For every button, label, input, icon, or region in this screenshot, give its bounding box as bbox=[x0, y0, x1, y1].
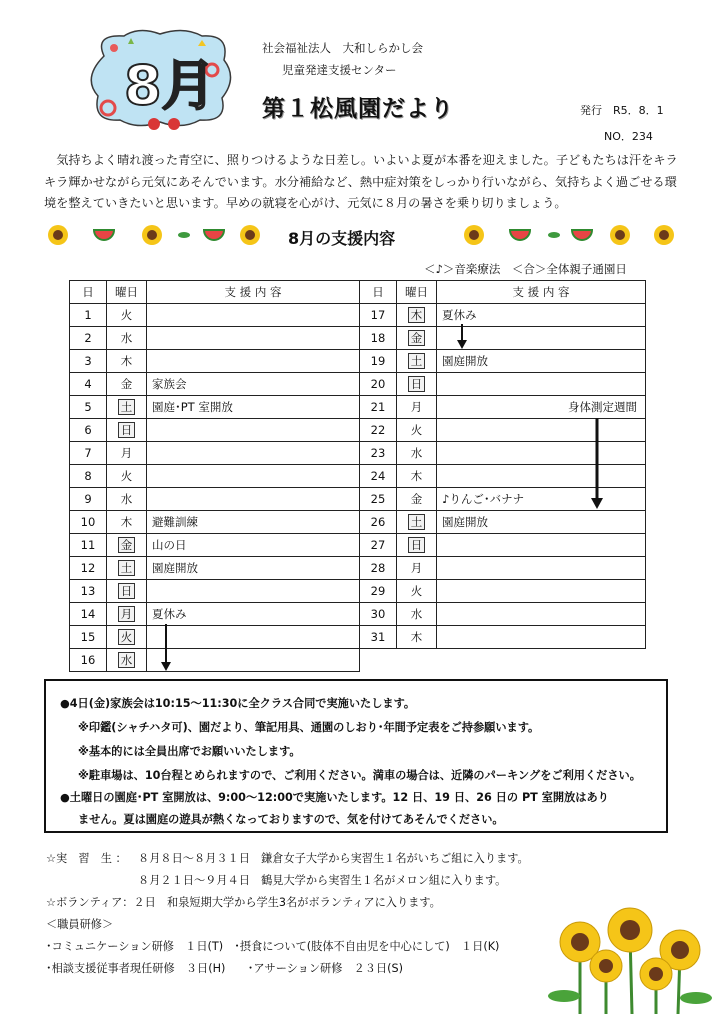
content-cell bbox=[147, 304, 360, 327]
training-title: ＜職員研修＞ bbox=[46, 918, 114, 931]
content-cell bbox=[437, 373, 646, 396]
table-row bbox=[70, 373, 360, 396]
content-cell bbox=[437, 557, 646, 580]
training-line: ･相談支援従事者現任研修 ３日(H) ･アサーション研修 ２３日(S) bbox=[46, 962, 403, 975]
down-arrow-icon bbox=[590, 418, 604, 510]
table-row bbox=[360, 511, 646, 534]
content-cell bbox=[147, 488, 360, 511]
table-row bbox=[70, 304, 360, 327]
notice-box bbox=[44, 679, 668, 833]
day-cell: 22 bbox=[360, 419, 397, 442]
day-cell: 6 bbox=[70, 419, 107, 442]
watermelon-icon bbox=[510, 230, 530, 240]
day-cell: 26 bbox=[360, 511, 397, 534]
weekday-label: 月 bbox=[410, 400, 423, 414]
day-cell: 15 bbox=[70, 626, 107, 649]
content-cell bbox=[147, 580, 360, 603]
weekday-label: 火 bbox=[410, 423, 423, 437]
weekday-cell bbox=[397, 488, 437, 511]
weekday-label: 木 bbox=[120, 515, 133, 529]
day-cell: 1 bbox=[70, 304, 107, 327]
table-row bbox=[70, 350, 360, 373]
weekday-label: 土 bbox=[118, 560, 136, 576]
weekday-cell bbox=[107, 304, 147, 327]
notice-line: ※駐車場は、10台程とめられますので、ご利用ください。満車の場合は、近隣のパーキングをご利用ください。 bbox=[78, 769, 641, 782]
table-row bbox=[70, 488, 360, 511]
weekday-cell bbox=[107, 557, 147, 580]
table-row bbox=[360, 603, 646, 626]
weekday-cell bbox=[107, 534, 147, 557]
day-cell: 31 bbox=[360, 626, 397, 649]
notice-line: ●土曜日の園庭･PT 室開放は、9:00～12:00で実施いたします。12 日、19 日、26 日の PT 室開放はあり bbox=[60, 791, 609, 804]
day-cell: 17 bbox=[360, 304, 397, 327]
leaf-icon bbox=[178, 232, 190, 238]
header-content: 支 援 内 容 bbox=[437, 281, 646, 304]
sunflower-icon bbox=[608, 908, 652, 952]
day-cell: 18 bbox=[360, 327, 397, 350]
table-row bbox=[70, 442, 360, 465]
day-cell: 14 bbox=[70, 603, 107, 626]
content-cell bbox=[437, 442, 646, 465]
content-cell: 園庭開放 bbox=[437, 511, 646, 534]
weekday-cell bbox=[107, 419, 147, 442]
weekday-cell bbox=[107, 488, 147, 511]
table-row bbox=[360, 626, 646, 649]
watermelon-icon bbox=[204, 230, 224, 240]
section-title: 8月の支援内容 bbox=[288, 229, 396, 248]
header-weekday: 曜日 bbox=[107, 281, 147, 304]
weekday-label: 木 bbox=[410, 469, 423, 483]
content-cell bbox=[147, 419, 360, 442]
content-cell: ♪りんご･バナナ bbox=[437, 488, 646, 511]
table-row bbox=[70, 327, 360, 350]
center-name: 児童発達支援センター bbox=[282, 63, 397, 77]
table-row bbox=[70, 580, 360, 603]
sunflower-icon bbox=[654, 225, 674, 245]
weekday-label: 日 bbox=[118, 583, 136, 599]
weekday-cell bbox=[397, 396, 437, 419]
weekday-label: 金 bbox=[410, 492, 423, 506]
content-cell bbox=[147, 327, 360, 350]
sunflower-icon bbox=[48, 225, 68, 245]
day-cell: 30 bbox=[360, 603, 397, 626]
down-arrow-icon bbox=[160, 624, 172, 672]
day-cell: 19 bbox=[360, 350, 397, 373]
table-row bbox=[70, 511, 360, 534]
content-cell: 山の日 bbox=[147, 534, 360, 557]
day-cell: 27 bbox=[360, 534, 397, 557]
content-cell: 夏休み bbox=[147, 603, 360, 626]
day-cell: 25 bbox=[360, 488, 397, 511]
header-weekday: 曜日 bbox=[397, 281, 437, 304]
sunflower-icon bbox=[142, 225, 162, 245]
content-cell: 園庭開放 bbox=[147, 557, 360, 580]
intern-label: ☆実 習 生 ： bbox=[46, 852, 127, 865]
content-cell: 園庭･PT 室開放 bbox=[147, 396, 360, 419]
weekday-cell bbox=[397, 465, 437, 488]
table-row bbox=[360, 350, 646, 373]
day-cell: 10 bbox=[70, 511, 107, 534]
weekday-cell bbox=[397, 304, 437, 327]
weekday-label: 月 bbox=[120, 446, 133, 460]
table-row bbox=[360, 327, 646, 350]
weekday-label: 火 bbox=[118, 629, 136, 645]
weekday-cell bbox=[397, 626, 437, 649]
intern-line: ８月８日～８月３１日 鎌倉女子大学から実習生１名がいちご組に入ります。 bbox=[138, 852, 529, 865]
day-cell: 13 bbox=[70, 580, 107, 603]
header-day: 日 bbox=[70, 281, 107, 304]
day-cell: 29 bbox=[360, 580, 397, 603]
weekday-label: 土 bbox=[118, 399, 136, 415]
weekday-label: 木 bbox=[120, 354, 133, 368]
content-cell bbox=[147, 350, 360, 373]
weekday-cell bbox=[107, 327, 147, 350]
table-row bbox=[70, 419, 360, 442]
table-row bbox=[70, 649, 360, 672]
table-row bbox=[70, 626, 360, 649]
weekday-cell bbox=[397, 534, 437, 557]
day-cell: 16 bbox=[70, 649, 107, 672]
weekday-cell bbox=[397, 442, 437, 465]
weekday-cell bbox=[107, 465, 147, 488]
content-cell bbox=[147, 626, 360, 649]
weekday-cell bbox=[107, 396, 147, 419]
day-cell: 3 bbox=[70, 350, 107, 373]
weekday-cell bbox=[397, 419, 437, 442]
notice-line: ※基本的には全員出席でお願いいたします。 bbox=[78, 745, 301, 758]
notice-line: ※印鑑(シャチハタ可)、園だより、筆記用具、通園のしおり･年間予定表をご持参願います。 bbox=[78, 721, 540, 734]
day-cell: 23 bbox=[360, 442, 397, 465]
legend: ＜♪＞音楽療法 ＜合＞全体親子通園日 bbox=[424, 262, 627, 276]
content-cell: 家族会 bbox=[147, 373, 360, 396]
sunflower-icon bbox=[610, 225, 630, 245]
content-cell bbox=[437, 626, 646, 649]
issue-date: 発行 R5．8．1 bbox=[580, 104, 664, 117]
day-cell: 4 bbox=[70, 373, 107, 396]
weekday-label: 火 bbox=[410, 584, 423, 598]
sunflower-icon bbox=[240, 225, 260, 245]
day-cell: 12 bbox=[70, 557, 107, 580]
table-row bbox=[360, 396, 646, 419]
table-row bbox=[70, 465, 360, 488]
notice-line: ●4日(金)家族会は10:15～11:30に全クラス合同で実施いたします。 bbox=[60, 697, 416, 710]
weekday-cell bbox=[107, 626, 147, 649]
sunflower-watermelon-decoration-right bbox=[450, 222, 686, 248]
table-row bbox=[360, 534, 646, 557]
day-cell: 20 bbox=[360, 373, 397, 396]
content-cell: 避難訓練 bbox=[147, 511, 360, 534]
table-row bbox=[70, 534, 360, 557]
content-cell bbox=[147, 649, 360, 672]
weekday-label: 日 bbox=[408, 537, 426, 553]
day-cell: 21 bbox=[360, 396, 397, 419]
content-cell bbox=[437, 419, 646, 442]
day-cell: 7 bbox=[70, 442, 107, 465]
weekday-label: 金 bbox=[120, 377, 133, 391]
weekday-cell bbox=[107, 442, 147, 465]
weekday-cell bbox=[107, 580, 147, 603]
weekday-cell bbox=[397, 350, 437, 373]
weekday-label: 木 bbox=[410, 630, 423, 644]
notice-line: ません。夏は園庭の遊具が熱くなっておりますので、気を付けてあそんでください。 bbox=[78, 813, 504, 826]
weekday-cell bbox=[397, 373, 437, 396]
content-cell bbox=[147, 442, 360, 465]
weekday-label: 水 bbox=[118, 652, 136, 668]
month-badge bbox=[84, 26, 236, 130]
weekday-label: 金 bbox=[408, 330, 426, 346]
down-arrow-icon bbox=[456, 324, 468, 350]
header-content: 支 援 内 容 bbox=[147, 281, 360, 304]
table-row bbox=[70, 603, 360, 626]
header-day: 日 bbox=[360, 281, 397, 304]
weekday-label: 水 bbox=[410, 446, 423, 460]
table-row bbox=[360, 304, 646, 327]
weekday-cell bbox=[107, 649, 147, 672]
sunflower-icon bbox=[590, 950, 622, 982]
issue-number: NO．234 bbox=[604, 130, 653, 143]
day-cell: 9 bbox=[70, 488, 107, 511]
intern-line: ８月２１日～９月４日 鶴見大学から実習生１名がメロン組に入ります。 bbox=[138, 874, 507, 887]
watermelon-icon bbox=[572, 230, 592, 240]
sunflower-icon bbox=[464, 225, 484, 245]
day-cell: 24 bbox=[360, 465, 397, 488]
volunteer-line: ☆ボランティア：２日 和泉短期大学から学生3名がボランティアに入ります。 bbox=[46, 896, 441, 909]
weekday-label: 月 bbox=[118, 606, 136, 622]
newsletter-title: 第１松風園だより bbox=[262, 95, 454, 122]
content-cell bbox=[147, 465, 360, 488]
weekday-cell bbox=[397, 557, 437, 580]
intro-text: 気持ちよく晴れ渡った青空に、照りつけるような日差し。いよいよ夏が本番を迎えました。子どもたちは汗をキラキラ輝かせながら元気にあそんでいます。水分補給など、熱中症対策をしっかり行いながら、気持ちよく過ごせる環境を整えていきたいと思います。早めの就寝を心がけ、元気に８月の暑さを乗り切りましょう。 bbox=[44, 153, 678, 210]
table-row bbox=[360, 373, 646, 396]
weekday-cell bbox=[107, 350, 147, 373]
weekday-cell bbox=[397, 511, 437, 534]
weekday-label: 土 bbox=[408, 353, 426, 369]
weekday-cell bbox=[397, 327, 437, 350]
table-row bbox=[360, 580, 646, 603]
sunflower-icon bbox=[640, 958, 672, 990]
day-cell: 28 bbox=[360, 557, 397, 580]
training-line: ･コミュニケーション研修 １日(T) ･摂食について(肢体不自由児を中心にして) １日(K) bbox=[46, 940, 500, 953]
content-cell: 夏休み bbox=[437, 304, 646, 327]
weekday-label: 金 bbox=[118, 537, 136, 553]
day-cell: 2 bbox=[70, 327, 107, 350]
watermelon-icon bbox=[94, 230, 114, 240]
content-cell bbox=[437, 465, 646, 488]
day-cell: 5 bbox=[70, 396, 107, 419]
org-name: 社会福祉法人 大和しらかし会 bbox=[262, 41, 423, 55]
day-cell: 8 bbox=[70, 465, 107, 488]
weekday-cell bbox=[397, 580, 437, 603]
weekday-cell bbox=[107, 373, 147, 396]
sunflower-watermelon-decoration-left bbox=[34, 222, 264, 248]
weekday-label: 土 bbox=[408, 514, 426, 530]
intro-paragraph bbox=[44, 150, 680, 215]
content-cell: 園庭開放 bbox=[437, 350, 646, 373]
weekday-label: 月 bbox=[410, 561, 423, 575]
weekday-cell bbox=[397, 603, 437, 626]
badge-text: 8月 bbox=[124, 54, 216, 117]
sunflowers-illustration bbox=[540, 904, 716, 1016]
schedule-table-left bbox=[69, 280, 360, 672]
weekday-cell bbox=[107, 603, 147, 626]
leaf-icon bbox=[548, 232, 560, 238]
weekday-label: 木 bbox=[408, 307, 426, 323]
weekday-label: 水 bbox=[120, 492, 133, 506]
weekday-label: 水 bbox=[120, 331, 133, 345]
content-cell bbox=[437, 603, 646, 626]
table-row bbox=[70, 557, 360, 580]
day-cell: 11 bbox=[70, 534, 107, 557]
content-cell: 身体測定週間 bbox=[437, 396, 646, 419]
table-row bbox=[360, 557, 646, 580]
content-cell bbox=[437, 534, 646, 557]
table-row bbox=[70, 396, 360, 419]
weekday-label: 日 bbox=[408, 376, 426, 392]
content-cell bbox=[437, 580, 646, 603]
weekday-label: 火 bbox=[120, 308, 133, 322]
weekday-cell bbox=[107, 511, 147, 534]
weekday-label: 火 bbox=[120, 469, 133, 483]
weekday-label: 日 bbox=[118, 422, 136, 438]
weekday-label: 水 bbox=[410, 607, 423, 621]
